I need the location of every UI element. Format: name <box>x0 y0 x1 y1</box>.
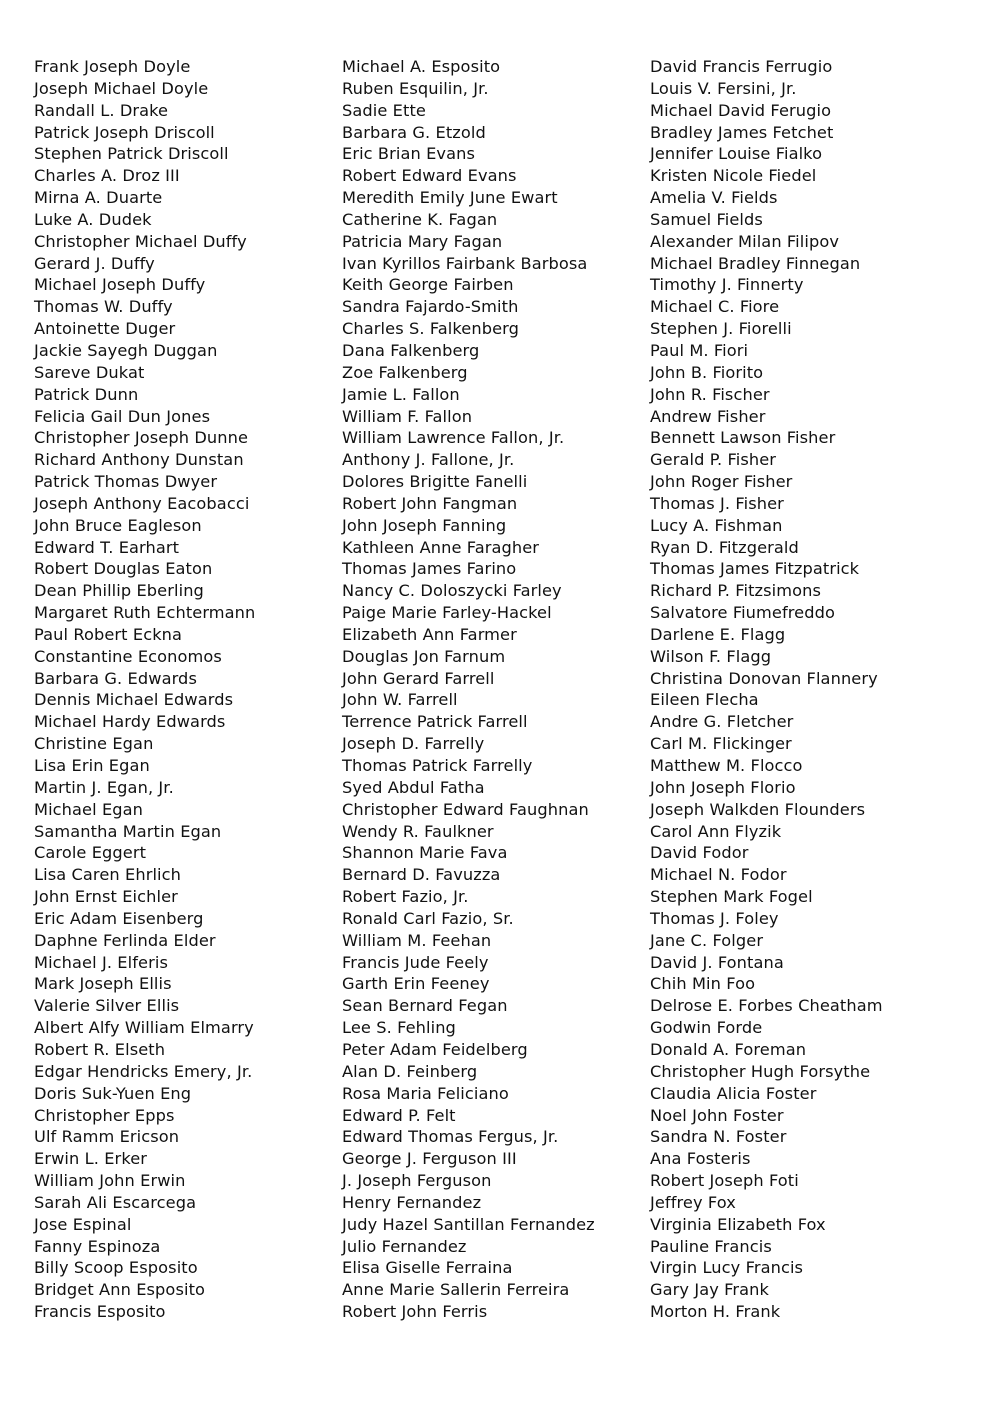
name-entry: Carole Eggert <box>34 843 147 863</box>
name-entry: Dean Phillip Eberling <box>34 581 204 601</box>
name-entry: Jeffrey Fox <box>650 1192 736 1212</box>
name-entry: John R. Fischer <box>650 384 770 404</box>
name-entry: Thomas James Fitzpatrick <box>650 559 860 579</box>
name-entry: Robert Edward Evans <box>342 166 517 186</box>
name-entry: Robert Joseph Foti <box>650 1171 799 1191</box>
name-entry: Lucy A. Fishman <box>650 515 783 535</box>
name-entry: Frank Joseph Doyle <box>34 57 191 76</box>
name-entry: Barbara G. Etzold <box>342 122 486 142</box>
name-entry: Mark Joseph Ellis <box>34 974 172 994</box>
name-entry: Samantha Martin Egan <box>34 821 222 841</box>
name-entry: Ana Fosteris <box>650 1149 751 1169</box>
name-entry: Ulf Ramm Ericson <box>34 1127 180 1147</box>
names-column-1 <box>34 56 334 1323</box>
name-entry: Pauline Francis <box>650 1236 772 1256</box>
name-entry: Christine Egan <box>34 734 154 754</box>
name-entry: Amelia V. Fields <box>650 188 778 208</box>
name-entry: Barbara G. Edwards <box>34 668 197 688</box>
name-entry: Jane C. Folger <box>650 930 764 950</box>
name-entry: John W. Farrell <box>342 690 458 710</box>
name-entry: John Bruce Eagleson <box>34 515 202 535</box>
name-entry: Ruben Esquilin, Jr. <box>342 78 489 98</box>
name-entry: Meredith Emily June Ewart <box>342 188 558 208</box>
name-entry: Christopher Hugh Forsythe <box>650 1061 871 1081</box>
name-entry: Gerald P. Fisher <box>650 450 777 470</box>
name-entry: John Ernst Eichler <box>34 887 178 907</box>
name-entry: Syed Abdul Fatha <box>342 777 485 797</box>
name-entry: Edward T. Earhart <box>34 537 180 557</box>
name-entry: Andre G. Fletcher <box>650 712 794 732</box>
name-entry: Bennett Lawson Fisher <box>650 428 836 448</box>
name-entry: Edward P. Felt <box>342 1105 456 1125</box>
name-entry: John Roger Fisher <box>650 472 793 492</box>
name-entry: Jamie L. Fallon <box>342 384 460 404</box>
name-entry: Christopher Michael Duffy <box>34 231 247 251</box>
name-entry: Samuel Fields <box>650 209 763 229</box>
name-entry: Patrick Dunn <box>34 384 139 404</box>
name-entry: Thomas J. Fisher <box>650 493 784 513</box>
name-entry: Carl M. Flickinger <box>650 734 792 754</box>
name-entry: Catherine K. Fagan <box>342 209 498 229</box>
name-entry: Richard P. Fitzsimons <box>650 581 822 601</box>
name-entry: Kristen Nicole Fiedel <box>650 166 817 186</box>
name-entry: Charles S. Falkenberg <box>342 319 519 339</box>
name-entry: Claudia Alicia Foster <box>650 1083 817 1103</box>
name-entry: Nancy C. Doloszycki Farley <box>342 581 562 601</box>
name-entry: Michael Hardy Edwards <box>34 712 226 732</box>
name-entry: Andrew Fisher <box>650 406 766 426</box>
name-entry: Valerie Silver Ellis <box>34 996 180 1016</box>
name-entry: Sandra N. Foster <box>650 1127 787 1147</box>
name-entry: Paul Robert Eckna <box>34 624 183 644</box>
name-entry: Joseph Anthony Eacobacci <box>34 493 250 513</box>
name-entry: Eric Adam Eisenberg <box>34 908 204 928</box>
name-entry: John Joseph Fanning <box>342 515 507 535</box>
name-entry: Michael C. Fiore <box>650 297 780 317</box>
name-entry: Thomas J. Foley <box>650 908 779 928</box>
name-entry: Sean Bernard Fegan <box>342 996 508 1016</box>
name-entry: Martin J. Egan, Jr. <box>34 777 174 797</box>
name-entry: Charles A. Droz III <box>34 166 180 186</box>
name-entry: Jennifer Louise Fialko <box>650 144 823 164</box>
name-entry: Christina Donovan Flannery <box>650 668 878 688</box>
name-entry: Noel John Foster <box>650 1105 784 1125</box>
name-entry: Elisa Giselle Ferraina <box>342 1258 513 1278</box>
name-entry: Lisa Caren Ehrlich <box>34 865 181 885</box>
name-entry: Morton H. Frank <box>650 1302 781 1322</box>
name-entry: Joseph Michael Doyle <box>34 78 209 98</box>
name-entry: Bernard D. Favuzza <box>342 865 501 885</box>
name-entry: Randall L. Drake <box>34 100 169 120</box>
name-entry: Wendy R. Faulkner <box>342 821 494 841</box>
name-entry: Patricia Mary Fagan <box>342 231 503 251</box>
name-entry: Eric Brian Evans <box>342 144 476 164</box>
name-entry: Rosa Maria Feliciano <box>342 1083 509 1103</box>
name-entry: Lisa Erin Egan <box>34 756 150 775</box>
name-entry: Luke A. Dudek <box>34 209 152 229</box>
name-entry: Robert John Ferris <box>342 1302 488 1322</box>
name-entry: Thomas Patrick Farrelly <box>342 756 533 775</box>
name-entry: Michael David Ferugio <box>650 100 832 120</box>
name-entry: Michael J. Elferis <box>34 952 168 972</box>
name-entry: Joseph Walkden Flounders <box>650 799 866 819</box>
name-entry: Julio Fernandez <box>342 1236 467 1256</box>
name-entry: Robert R. Elseth <box>34 1039 166 1059</box>
name-entry: William F. Fallon <box>342 406 473 426</box>
name-entry: Doris Suk-Yuen Eng <box>34 1083 192 1103</box>
name-entry: Dennis Michael Edwards <box>34 690 234 710</box>
name-entry: Sandra Fajardo-Smith <box>342 297 519 317</box>
name-entry: J. Joseph Ferguson <box>342 1171 492 1191</box>
name-entry: William Lawrence Fallon, Jr. <box>342 428 565 448</box>
name-entry: David Francis Ferrugio <box>650 57 833 76</box>
name-entry: Matthew M. Flocco <box>650 756 803 775</box>
name-entry: Paige Marie Farley-Hackel <box>342 603 552 623</box>
name-entry: Wilson F. Flagg <box>650 646 772 666</box>
name-entry: Peter Adam Feidelberg <box>342 1039 528 1059</box>
name-entry: Patrick Joseph Driscoll <box>34 122 215 142</box>
name-entry: William M. Feehan <box>342 930 492 950</box>
name-entry: John Joseph Florio <box>650 777 796 797</box>
name-entry: Keith George Fairben <box>342 275 514 295</box>
name-entry: Godwin Forde <box>650 1018 763 1038</box>
name-entry: Dolores Brigitte Fanelli <box>342 472 528 492</box>
name-entry: George J. Ferguson III <box>342 1149 517 1169</box>
name-entry: Christopher Edward Faughnan <box>342 799 589 819</box>
names-column-3 <box>650 56 980 1323</box>
name-entry: Daphne Ferlinda Elder <box>34 930 216 950</box>
name-entry: Bradley James Fetchet <box>650 122 834 142</box>
name-entry: Gerard J. Duffy <box>34 253 155 273</box>
name-entry: Jose Espinal <box>34 1214 132 1234</box>
name-entry: Francis Esposito <box>34 1302 166 1322</box>
name-entry: Ronald Carl Fazio, Sr. <box>342 908 514 928</box>
name-entry: Thomas James Farino <box>342 559 517 579</box>
name-entry: Zoe Falkenberg <box>342 362 468 382</box>
name-entry: David J. Fontana <box>650 952 784 972</box>
name-entry: Christopher Joseph Dunne <box>34 428 249 448</box>
name-entry: Margaret Ruth Echtermann <box>34 603 256 623</box>
name-entry: John Gerard Farrell <box>342 668 495 688</box>
name-entry: Elizabeth Ann Farmer <box>342 624 517 644</box>
name-entry: Michael Egan <box>34 799 144 819</box>
name-entry: David Fodor <box>650 843 749 863</box>
name-entry: Shannon Marie Fava <box>342 843 508 863</box>
name-entry: John B. Fiorito <box>650 362 764 382</box>
name-entry: Garth Erin Feeney <box>342 974 490 994</box>
name-entry: Felicia Gail Dun Jones <box>34 406 211 426</box>
name-entry: Alexander Milan Filipov <box>650 231 840 251</box>
name-entry: Michael A. Esposito <box>342 57 501 76</box>
name-entry: Erwin L. Erker <box>34 1149 148 1169</box>
name-entry: Mirna A. Duarte <box>34 188 163 208</box>
name-entry: Sarah Ali Escarcega <box>34 1192 197 1212</box>
name-entry: Fanny Espinoza <box>34 1236 161 1256</box>
name-entry: Patrick Thomas Dwyer <box>34 472 218 492</box>
name-entry: Stephen Mark Fogel <box>650 887 813 907</box>
names-column-2 <box>342 56 642 1323</box>
name-entry: Edward Thomas Fergus, Jr. <box>342 1127 559 1147</box>
name-entry: Anne Marie Sallerin Ferreira <box>342 1280 570 1300</box>
name-entry: Francis Jude Feely <box>342 952 489 972</box>
name-entry: Lee S. Fehling <box>342 1018 456 1038</box>
name-entry: Robert Fazio, Jr. <box>342 887 469 907</box>
name-entry: Michael Bradley Finnegan <box>650 253 861 273</box>
name-entry: Timothy J. Finnerty <box>650 275 804 295</box>
name-entry: Gary Jay Frank <box>650 1280 770 1300</box>
name-entry: Dana Falkenberg <box>342 340 480 360</box>
name-entry: Joseph D. Farrelly <box>342 734 485 754</box>
name-entry: Jackie Sayegh Duggan <box>34 340 218 360</box>
name-entry: Stephen J. Fiorelli <box>650 319 792 339</box>
name-entry: Edgar Hendricks Emery, Jr. <box>34 1061 253 1081</box>
name-entry: Eileen Flecha <box>650 690 759 710</box>
name-entry: Sareve Dukat <box>34 362 145 382</box>
name-entry: Delrose E. Forbes Cheatham <box>650 996 883 1016</box>
name-entry: Bridget Ann Esposito <box>34 1280 206 1300</box>
name-entry: Anthony J. Fallone, Jr. <box>342 450 515 470</box>
name-entry: Constantine Economos <box>34 646 222 666</box>
name-entry: Louis V. Fersini, Jr. <box>650 78 797 98</box>
name-entry: Alan D. Feinberg <box>342 1061 478 1081</box>
name-entry: Darlene E. Flagg <box>650 624 786 644</box>
name-entry: Ryan D. Fitzgerald <box>650 537 799 557</box>
name-entry: Ivan Kyrillos Fairbank Barbosa <box>342 253 588 273</box>
name-entry: Chih Min Foo <box>650 974 756 994</box>
name-entry: Carol Ann Flyzik <box>650 821 782 841</box>
name-entry: Terrence Patrick Farrell <box>342 712 528 732</box>
name-entry: Henry Fernandez <box>342 1192 482 1212</box>
name-entry: Antoinette Duger <box>34 319 176 339</box>
name-entry: Richard Anthony Dunstan <box>34 450 244 470</box>
name-entry: Albert Alfy William Elmarry <box>34 1018 254 1038</box>
name-entry: Robert Douglas Eaton <box>34 559 213 579</box>
name-entry: Robert John Fangman <box>342 493 518 513</box>
name-entry: Christopher Epps <box>34 1105 175 1125</box>
name-entry: Kathleen Anne Faragher <box>342 537 540 557</box>
name-entry: Salvatore Fiumefreddo <box>650 603 835 623</box>
name-entry: Virgin Lucy Francis <box>650 1258 804 1278</box>
name-entry: Michael N. Fodor <box>650 865 787 885</box>
name-entry: William John Erwin <box>34 1171 186 1191</box>
name-entry: Douglas Jon Farnum <box>342 646 506 666</box>
name-entry: Paul M. Fiori <box>650 340 749 360</box>
name-entry: Thomas W. Duffy <box>34 297 173 317</box>
name-entry: Judy Hazel Santillan Fernandez <box>342 1214 595 1234</box>
name-entry: Billy Scoop Esposito <box>34 1258 198 1278</box>
name-entry: Stephen Patrick Driscoll <box>34 144 229 164</box>
name-entry: Donald A. Foreman <box>650 1039 807 1059</box>
name-entry: Virginia Elizabeth Fox <box>650 1214 826 1234</box>
name-entry: Sadie Ette <box>342 100 426 120</box>
name-entry: Michael Joseph Duffy <box>34 275 206 295</box>
